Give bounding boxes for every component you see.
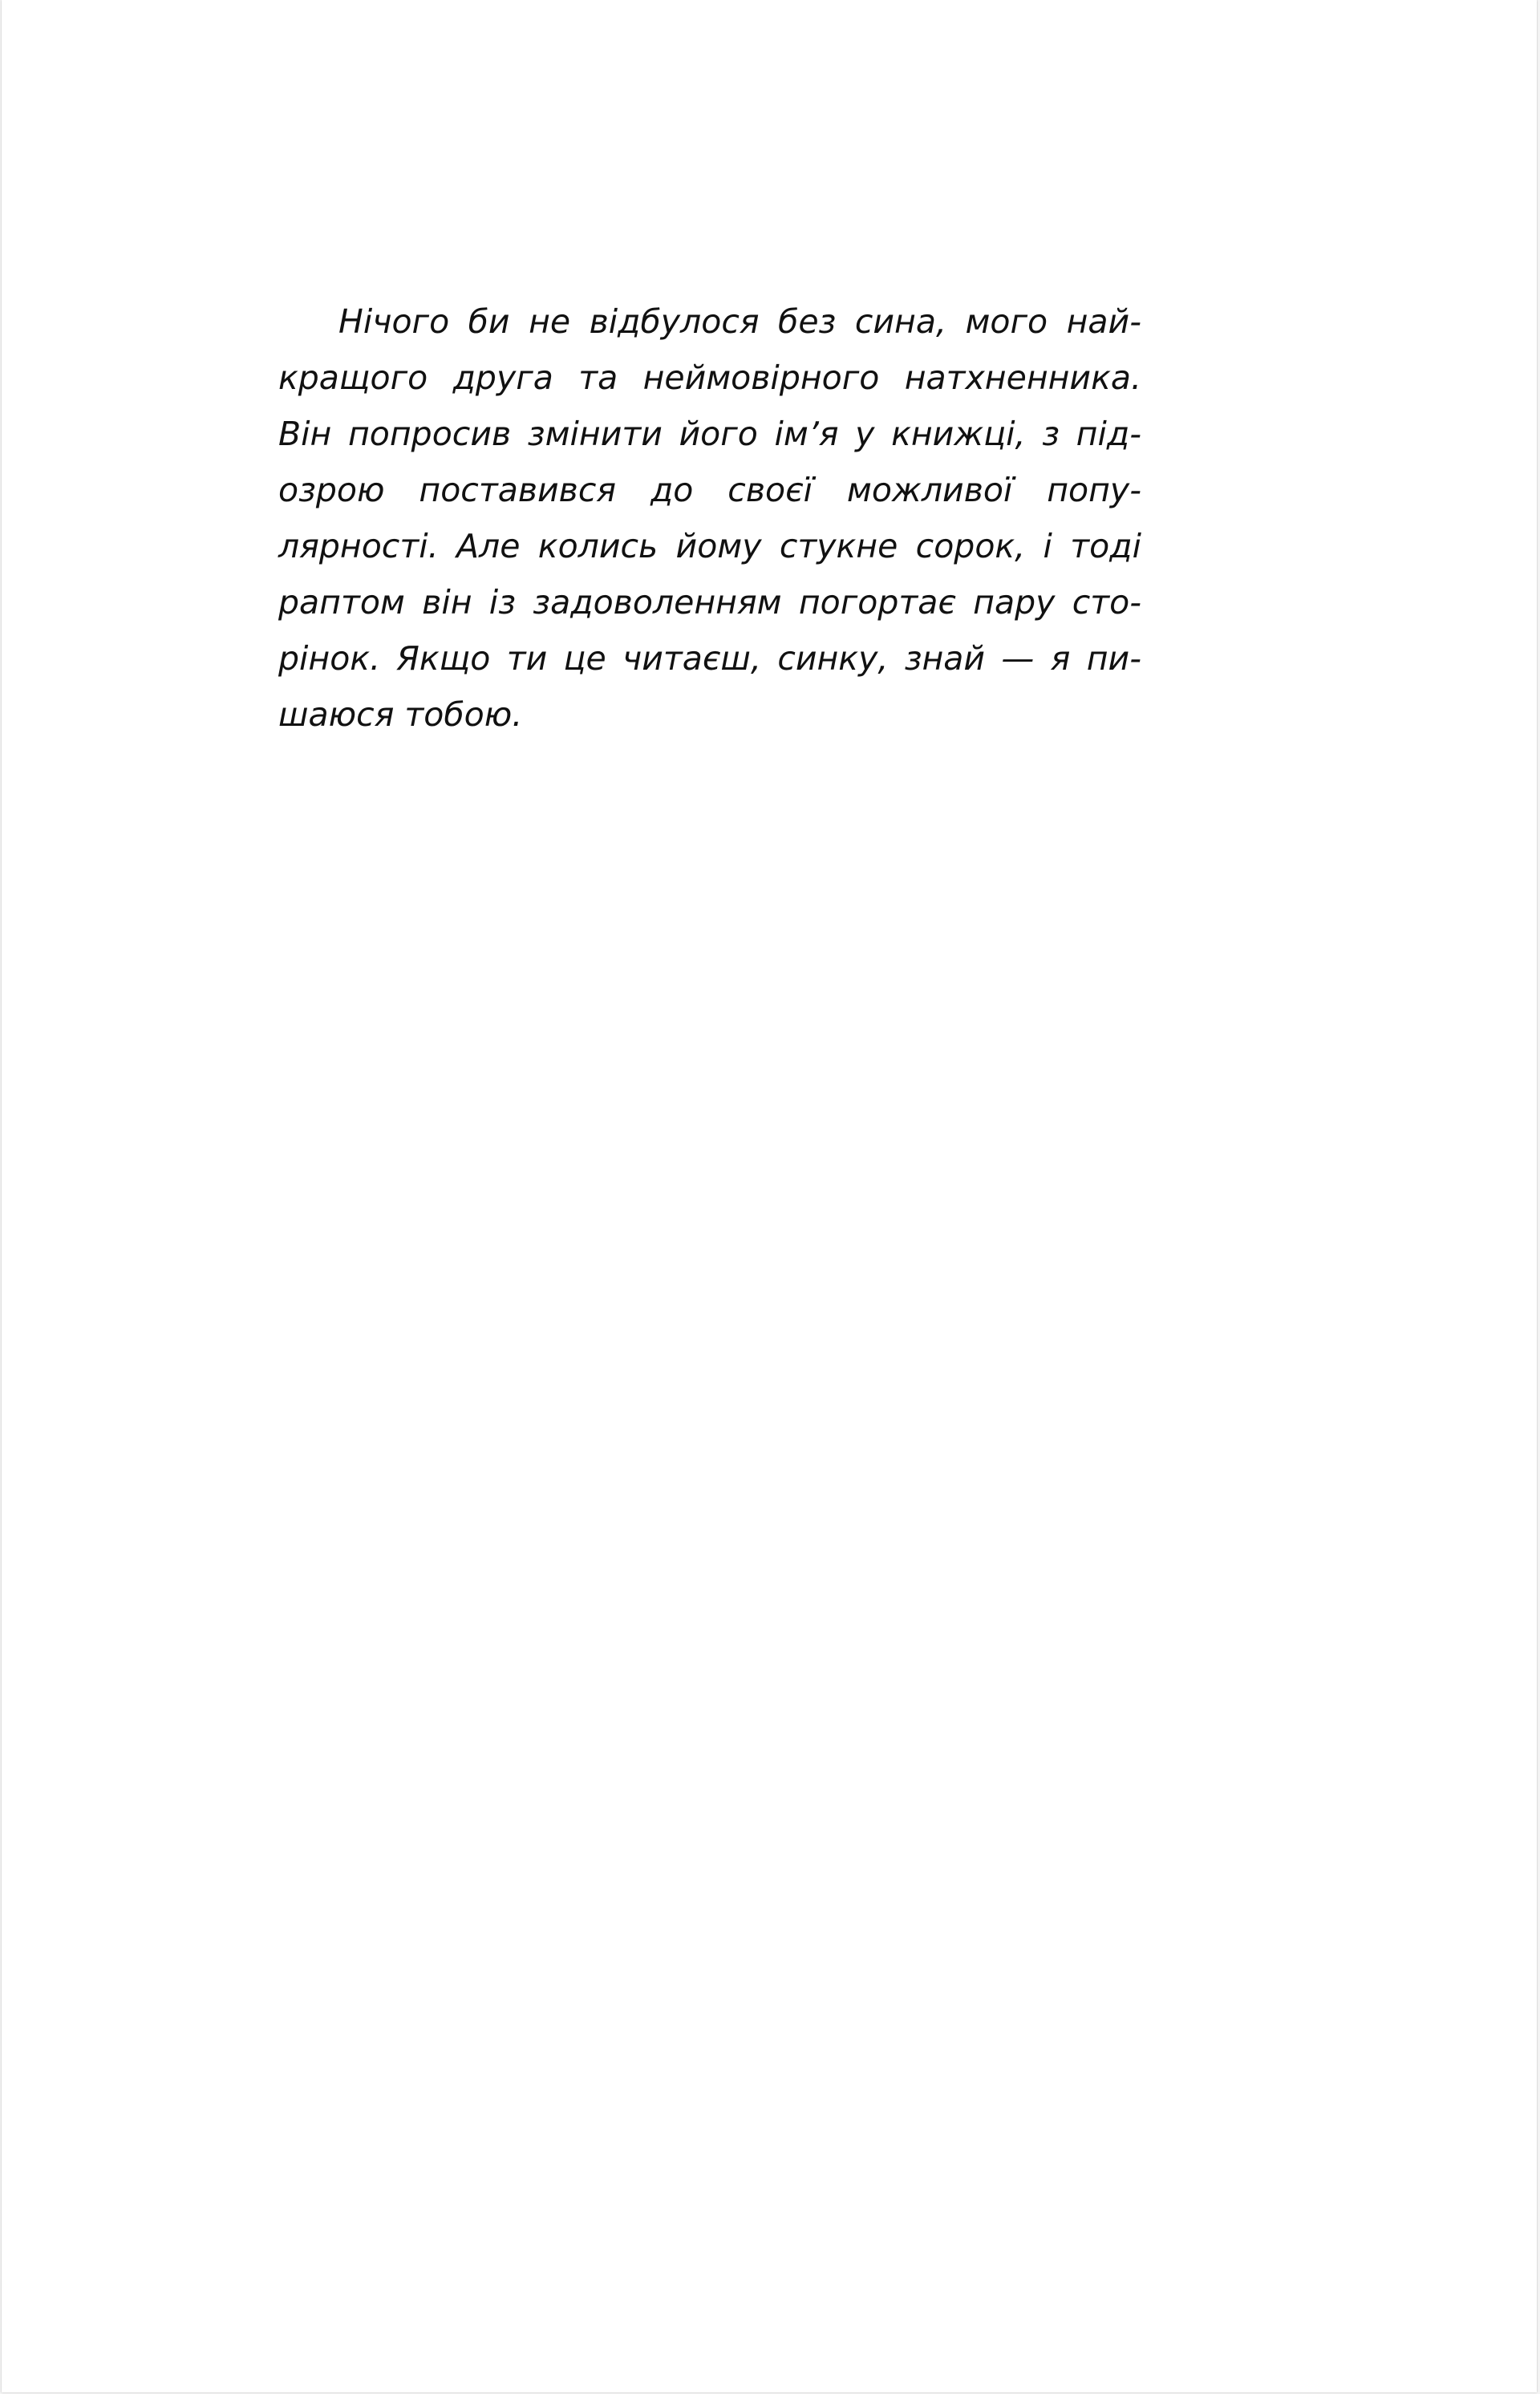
text-line: лярності. Але колись йому стукне сорок, і тоді bbox=[278, 527, 1141, 565]
text-line: Нічого би не відбулося без сина, мого най- bbox=[338, 302, 1141, 341]
text-line: раптом він із задоволенням погортає пару сто- bbox=[278, 583, 1141, 622]
text-line: рінок. Якщо ти це читаєш, синку, знай — я пи- bbox=[278, 639, 1141, 678]
text-line: шаюся тобою. bbox=[278, 695, 523, 734]
book-page bbox=[2, 0, 1537, 2392]
text-line: кращого друга та неймовірного натхненника. bbox=[278, 358, 1141, 397]
text-line: озрою поставився до своєї можливої попу- bbox=[278, 471, 1141, 509]
dedication-paragraph bbox=[278, 294, 1141, 743]
text-line: Він попросив змінити його ім’я у книжці, з під- bbox=[278, 415, 1141, 453]
